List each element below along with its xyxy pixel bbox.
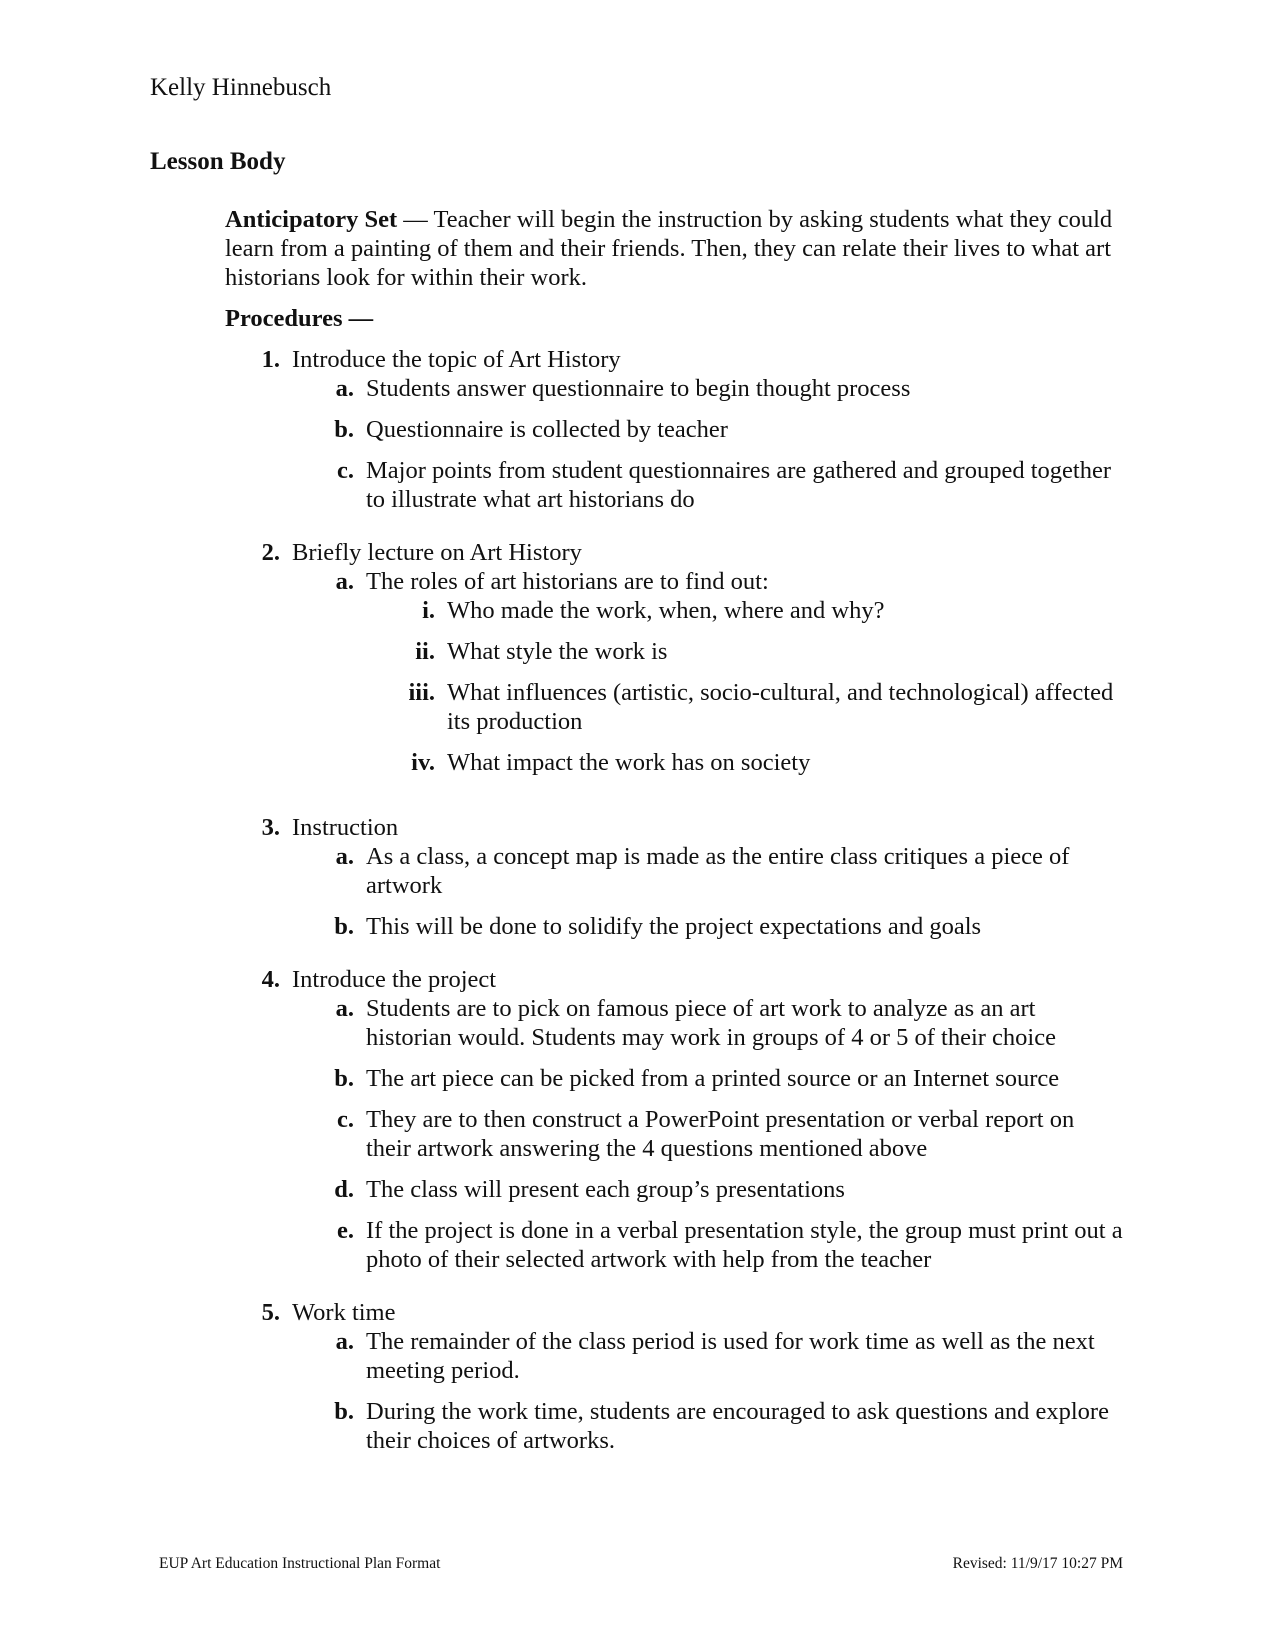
substep-letter: c. [337, 457, 354, 484]
step-number: 3. [261, 814, 280, 841]
substep [292, 415, 1125, 444]
substep-text: The class will present each group’s presentations [366, 1176, 845, 1203]
substep-letter: b. [334, 416, 354, 443]
substep-body [366, 415, 1125, 444]
substep-letter: d. [334, 1176, 354, 1203]
step-sublist [292, 374, 1125, 514]
substep-letter: a. [335, 995, 354, 1022]
substep-body [366, 456, 1125, 514]
substep-text: They are to then construct a PowerPoint presentation or verbal report on their artwork answering the 4 questions mentioned above [366, 1106, 1075, 1162]
procedure-step [225, 965, 1125, 1286]
substep [292, 1397, 1125, 1455]
procedure-list [225, 345, 1125, 1467]
step-body [292, 965, 1125, 1286]
section-title: Lesson Body [150, 148, 286, 175]
substep-letter: b. [334, 1398, 354, 1425]
substep-letter: c. [337, 1106, 354, 1133]
procedure-step [225, 538, 1125, 801]
sub-substep [366, 678, 1125, 736]
sub-substep-text: What impact the work has on society [447, 749, 811, 776]
substep [292, 994, 1125, 1052]
substep-sublist [366, 596, 1125, 777]
substep-text: During the work time, students are encouraged to ask questions and explore their choices of artworks. [366, 1398, 1109, 1454]
step-body [292, 1298, 1125, 1467]
substep-letter: e. [337, 1217, 354, 1244]
substep-text: As a class, a concept map is made as the entire class critiques a piece of artwork [366, 843, 1070, 899]
substep-letter: a. [335, 843, 354, 870]
sub-substep-body [447, 678, 1125, 736]
step-title: Work time [292, 1299, 396, 1326]
sub-substep [366, 748, 1125, 777]
substep [292, 1175, 1125, 1204]
anticipatory-set [225, 205, 1125, 292]
substep-letter: a. [335, 375, 354, 402]
substep [292, 456, 1125, 514]
sub-substep-body [447, 637, 1125, 666]
substep-text: The remainder of the class period is used for work time as well as the next meeting period. [366, 1328, 1095, 1384]
footer-left: EUP Art Education Instructional Plan Format [159, 1555, 441, 1572]
step-sublist [292, 842, 1125, 941]
substep-letter: a. [335, 568, 354, 595]
substep-letter: b. [334, 913, 354, 940]
sub-substep [366, 596, 1125, 625]
step-sublist [292, 994, 1125, 1274]
sub-substep-body [447, 596, 1125, 625]
substep-text: Major points from student questionnaires are gathered and grouped together to illustrate what art historians do [366, 457, 1111, 513]
substep [292, 1327, 1125, 1385]
step-number: 2. [261, 539, 280, 566]
step-body [292, 345, 1125, 526]
sub-substep-numeral: ii. [415, 638, 435, 665]
substep [292, 1064, 1125, 1093]
sub-substep-numeral: iii. [408, 679, 435, 706]
anticipatory-dash: — [397, 206, 434, 233]
step-body [292, 813, 1125, 953]
substep-body [366, 912, 1125, 941]
substep-body [366, 1216, 1125, 1274]
substep-body [366, 1397, 1125, 1455]
substep-text: Students answer questionnaire to begin thought process [366, 375, 911, 402]
step-number: 5. [261, 1299, 280, 1326]
step-sublist [292, 1327, 1125, 1455]
substep-text: Students are to pick on famous piece of art work to analyze as an art historian would. Students may work in groups of 4 or 5 of their choice [366, 995, 1056, 1051]
substep-text: The roles of art historians are to find out: [366, 568, 769, 595]
substep [292, 1105, 1125, 1163]
step-body [292, 538, 1125, 801]
substep [292, 842, 1125, 900]
substep-body [366, 842, 1125, 900]
step-sublist [292, 567, 1125, 789]
sub-substep-body [447, 748, 1125, 777]
substep-text: The art piece can be picked from a printed source or an Internet source [366, 1065, 1060, 1092]
substep-letter: b. [334, 1065, 354, 1092]
substep-text: Questionnaire is collected by teacher [366, 416, 728, 443]
step-number: 4. [261, 966, 280, 993]
sub-substep-text: What style the work is [447, 638, 668, 665]
sub-substep [366, 637, 1125, 666]
anticipatory-text: Teacher will begin the instruction by asking students what they could learn from a painting of them and their friends. Then, they can relate their lives to what art historians look for within their work. [225, 206, 1113, 291]
substep-body [366, 1175, 1125, 1204]
step-number: 1. [261, 346, 280, 373]
step-title: Briefly lecture on Art History [292, 539, 582, 566]
procedure-step [225, 345, 1125, 526]
footer-right: Revised: 11/9/17 10:27 PM [952, 1555, 1123, 1572]
substep [292, 1216, 1125, 1274]
substep-body [366, 1064, 1125, 1093]
substep-text: If the project is done in a verbal presentation style, the group must print out a photo of their selected artwork with help from the teacher [366, 1217, 1123, 1273]
sub-substep-text: What influences (artistic, socio-cultural, and technological) affected its production [447, 679, 1114, 735]
lesson-content [225, 205, 1125, 1479]
author-name: Kelly Hinnebusch [150, 74, 332, 101]
anticipatory-label: Anticipatory Set [225, 206, 398, 233]
substep [292, 374, 1125, 403]
procedure-step [225, 1298, 1125, 1467]
substep-body [366, 1327, 1125, 1385]
sub-substep-numeral: i. [422, 597, 435, 624]
substep-letter: a. [335, 1328, 354, 1355]
substep [292, 912, 1125, 941]
step-title: Introduce the topic of Art History [292, 346, 621, 373]
procedure-step [225, 813, 1125, 953]
step-title: Introduce the project [292, 966, 497, 993]
substep-text: This will be done to solidify the project expectations and goals [366, 913, 982, 940]
sub-substep-text: Who made the work, when, where and why? [447, 597, 885, 624]
substep-body [366, 994, 1125, 1052]
substep-body [366, 374, 1125, 403]
substep-body [366, 1105, 1125, 1163]
substep-body [366, 567, 1125, 789]
step-title: Instruction [292, 814, 399, 841]
substep [292, 567, 1125, 789]
procedures-heading: Procedures — [225, 305, 374, 332]
sub-substep-numeral: iv. [411, 749, 435, 776]
